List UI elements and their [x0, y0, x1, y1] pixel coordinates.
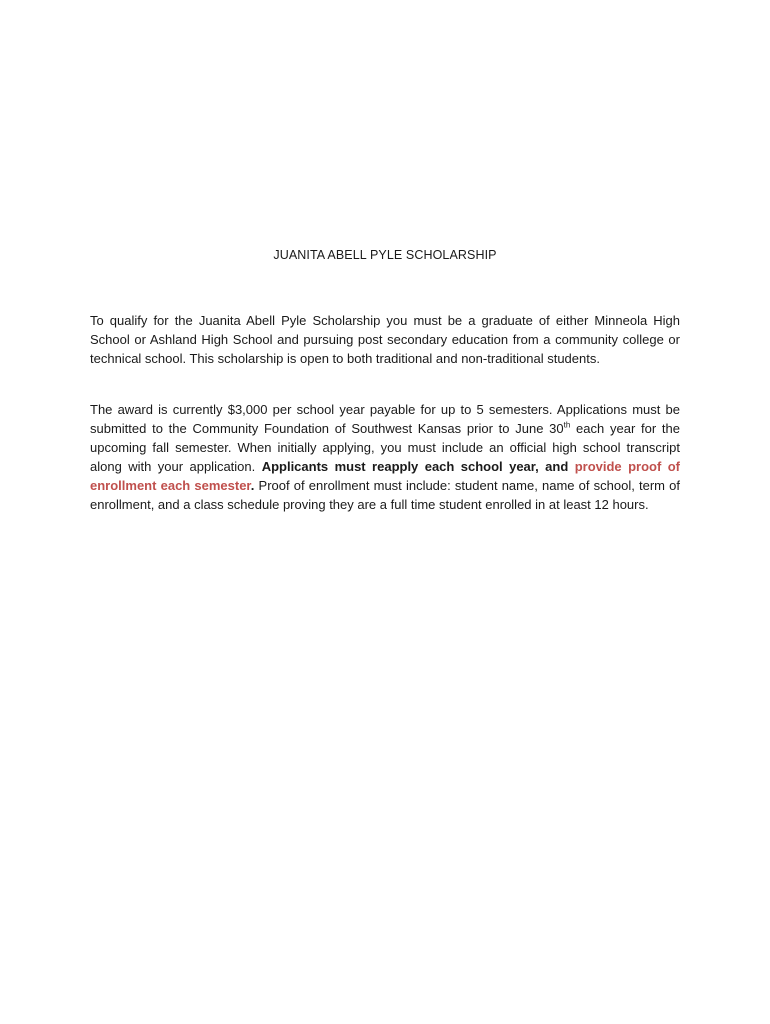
emphasis-period: . [250, 478, 255, 493]
award-text-part3: Proof of enrollment must include: student name, name of school, term of enrollment, and a class schedule proving they are a full time student enrolled in at least 12 hours. [90, 478, 680, 512]
date-superscript: th [563, 420, 571, 430]
reapply-emphasis: Applicants must reapply each school year, and [261, 459, 575, 474]
enrollment-proof-emphasis: provide proof of enrollment each semester [90, 459, 680, 493]
award-text-part1: The award is currently $3,000 per school year payable for up to 5 semesters. Applications must be submitted to the Community Foundation of Southwest Kansas prior to June 30 [90, 402, 680, 436]
award-text-part2: each year for the upcoming fall semester. When initially applying, you must include an official high school transcript along with your application. [90, 421, 681, 474]
document-title: JUANITA ABELL PYLE SCHOLARSHIP [273, 248, 497, 262]
award-paragraph [90, 400, 680, 514]
eligibility-paragraph: To qualify for the Juanita Abell Pyle Scholarship you must be a graduate of either Minneola High School or Ashland High School and pursuing post secondary education from a community college or technical school. This scholarship is open to both traditional and non-traditional students. [90, 313, 680, 366]
